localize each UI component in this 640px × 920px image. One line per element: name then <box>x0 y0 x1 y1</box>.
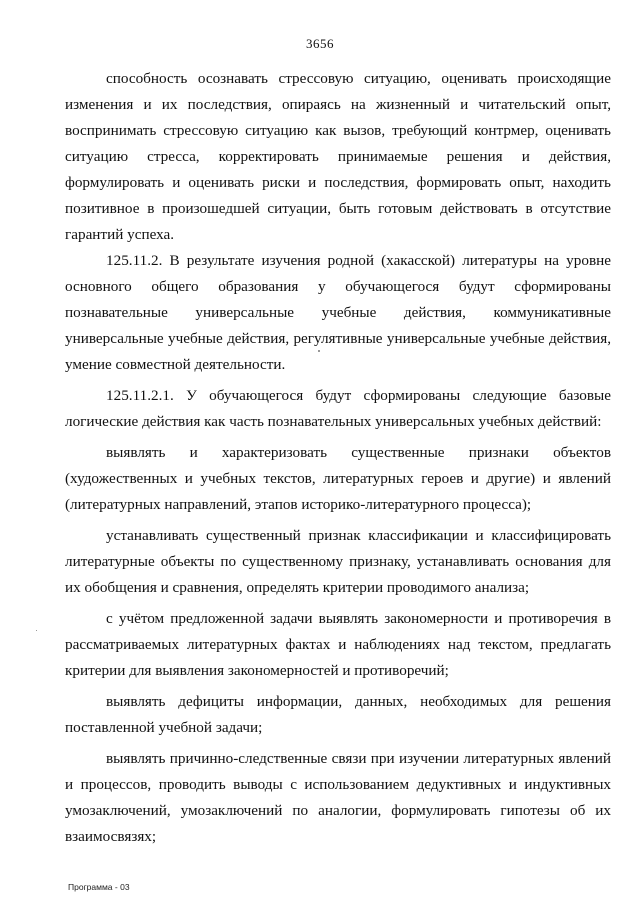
list-item-information-deficits: выявлять дефициты информации, данных, необходимых для решения поставленной учебной задачи; <box>65 693 611 736</box>
paragraph-resilience: способность осознавать стрессовую ситуацию, оценивать происходящие изменения и их последствия, опираясь на жизненный и читательский опыт, воспринимать стрессовую ситуацию как вызов, требующий контрмер, оценивать ситуацию стресса, корректировать принимаемые решения и действия, формулировать и оценивать риски и последствия, формировать опыт, находить позитивное в произошедшей ситуации, быть готовым действовать в отсутствие гарантий успеха. <box>65 70 611 243</box>
list-item-identify-features: выявлять и характеризовать существенные признаки объектов (художественных и учебных текстов, литературных героев и другие) и явлений (литературных направлений, этапов историко-литературного процесса); <box>65 444 611 513</box>
page-number: 3656 <box>306 36 334 51</box>
list-item-causal-links: выявлять причинно-следственные связи при изучении литературных явлений и процессов, проводить выводы с использованием дедуктивных и индуктивных умозаключений, умозаключений по аналогии, формулировать гипотезы об их взаимосвязях; <box>65 750 611 845</box>
list-item-classification: устанавливать существенный признак классификации и классифицировать литературные объекты по существенному признаку, устанавливать основания для их обобщения и сравнения, определять критерии проводимого анализа; <box>65 527 611 596</box>
paragraph-125-11-2: 125.11.2. В результате изучения родной (хакасской) литературы на уровне основного общего образования у обучающегося будут сформированы познавательные универсальные учебные действия, коммуникативные универсальные учебные действия, регулятивные универсальные учебные действия, умение совместной деятельности. <box>65 252 611 373</box>
document-body <box>65 66 611 850</box>
scan-speck <box>318 350 320 352</box>
scan-speck <box>36 630 37 631</box>
page-footer: Программа - 03 <box>68 882 130 892</box>
list-item-patterns: с учётом предложенной задачи выявлять закономерности и противоречия в рассматриваемых литературных фактах и наблюдениях над текстом, предлагать критерии для выявления закономерностей и противоречий; <box>65 610 611 679</box>
paragraph-125-11-2-1: 125.11.2.1. У обучающегося будут сформированы следующие базовые логические действия как часть познавательных универсальных учебных действий: <box>65 387 611 430</box>
